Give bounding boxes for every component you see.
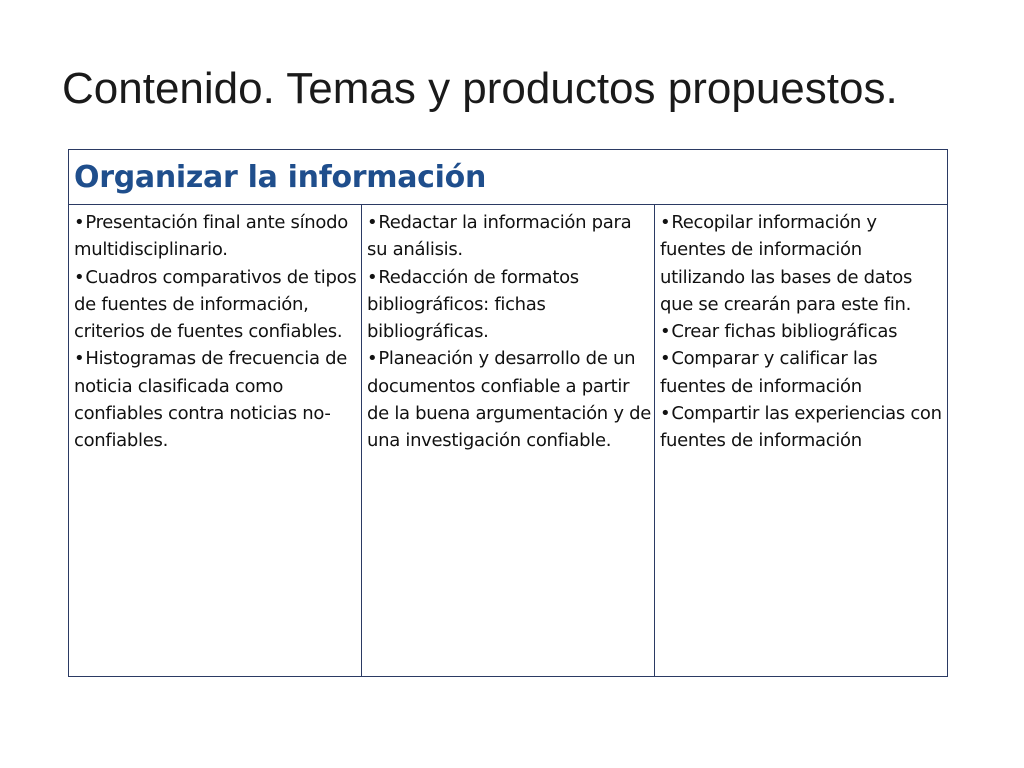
bullet-icon: • [74,348,85,370]
bullet-icon: • [660,403,671,425]
bullet-icon: • [660,321,671,343]
bullet-icon: • [74,266,85,288]
list-item [660,345,945,400]
list-item-text: Crear fichas bibliográficas [671,321,898,343]
column-sources [655,205,948,677]
list-item-text: Recopilar información y fuentes de información utilizando las bases de datos que se crearán para este fin. [660,212,913,315]
bullet-icon: • [74,212,85,233]
content-table [68,149,948,677]
bullet-icon: • [367,348,378,370]
table-header: Organizar la información [69,150,948,205]
table-header-row [69,150,948,205]
list-item [660,318,945,345]
list-item [660,400,945,455]
list-item [367,209,652,264]
list-item-text: Planeación y desarrollo de un documentos confiable a partir de la buena argumentación y de una investigación confiable. [367,348,652,452]
list-item-text: Histogramas de frecuencia de noticia clasificada como confiables contra noticias no-confiables. [74,348,348,452]
bullet-icon: • [367,266,378,288]
slide-title: Contenido. Temas y productos propuestos. [62,64,898,113]
list-item [74,345,359,454]
bullet-icon: • [660,348,671,370]
column-writing [362,205,655,677]
bullet-icon: • [660,212,671,233]
column-products [69,205,362,677]
list-item [367,264,652,346]
list-item-text: Comparar y calificar las fuentes de información [660,348,878,397]
list-item-text: Compartir las experiencias con fuentes de información [660,403,942,452]
list-item [74,209,359,264]
list-item [367,345,652,454]
list-item-text: Redactar la información para su análisis. [367,212,632,261]
list-item [660,209,945,318]
bullet-icon: • [367,212,378,233]
table-row [69,205,948,677]
list-item-text: Redacción de formatos bibliográficos: fichas bibliográficas. [367,266,579,343]
list-item-text: Presentación final ante sínodo multidisciplinario. [74,212,348,261]
list-item [74,264,359,346]
list-item-text: Cuadros comparativos de tipos de fuentes de información, criterios de fuentes confiables. [74,266,357,343]
